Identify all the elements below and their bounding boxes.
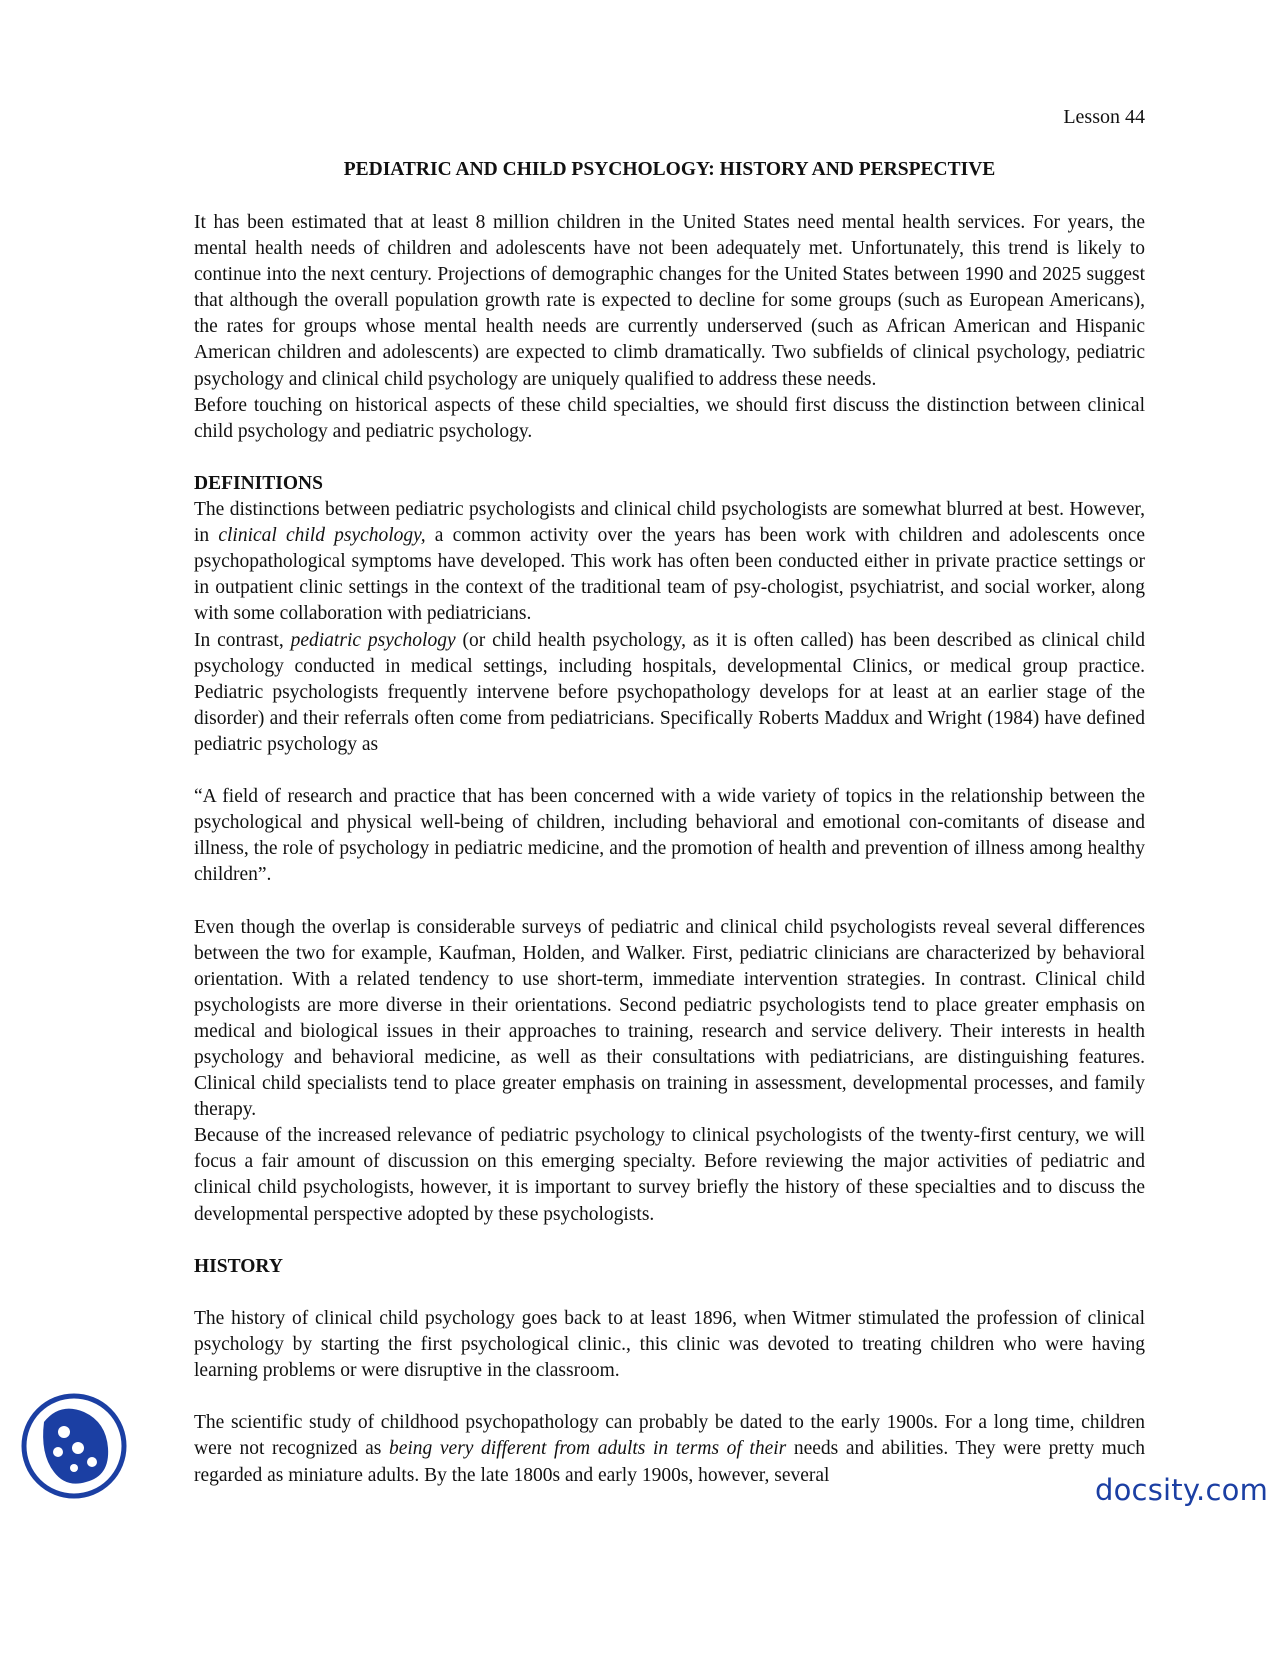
intro-paragraph-2: Before touching on historical aspects of these child specialties, we should first discuss the distinction between clinical child psychology and pediatric psychology.: [194, 394, 1145, 442]
document-body: [194, 210, 1145, 1489]
definitions-paragraph-3: Even though the overlap is considerable surveys of pediatric and clinical child psychologists reveal several differences between the two for example, Kaufman, Holden, and Walker. First, pediatric clinicians are characterized by behavioral orientation. With a related tendency to use short-term, immediate intervention strategies. In contrast. Clinical child psychologists are more diverse in their orientations. Second pediatric psychologists tend to place greater emphasis on medical and biological issues in their approaches to training, research and service delivery. Their interests in health psychology and behavioral medicine, as well as their consultations with pediatricians, are distinguishing features. Clinical child specialists tend to place greater emphasis on training in assessment, developmental processes, and family therapy.: [194, 916, 1145, 1121]
docsity-watermark[interactable]: docsity.com: [1095, 1473, 1269, 1507]
lesson-number: Lesson 44: [1063, 106, 1145, 128]
history-paragraph-1: The history of clinical child psychology goes back to at least 1896, when Witmer stimulated the profession of clinical psychology by starting the first psychological clinic., this clinic was devoted to treating children who were having learning problems or were disruptive in the classroom.: [194, 1307, 1145, 1382]
history-heading: HISTORY: [194, 1255, 283, 1277]
definitions-paragraph-2: In contrast, pediatric psychology (or child health psychology, as it is often called) has been described as clinical child psychology conducted in medical settings, including hospitals, developmental Clinics, or medical group practice. Pediatric psychologists frequently intervene before psychopathology develops for at least at an earlier stage of the disorder) and their referrals often come from pediatricians. Specifically Roberts Maddux and Wright (1984) have defined pediatric psychology as: [194, 629, 1146, 755]
term-pediatric-psychology: pediatric psychology: [290, 629, 456, 651]
emphasis-phrase: being very different from adults in terms of their: [388, 1438, 787, 1460]
definitions-paragraph-1: The distinctions between pediatric psychologists and clinical child psychologists are somewhat blurred at best. However, in clinical child psychology, a common activity over the years has been work with children and adolescents once psychopathological symptoms have developed. This work has often been conducted either in private practice settings or in outpatient clinic settings in the context of the traditional team of psy-chologist, psychiatrist, and social worker, along with some collaboration with pediatricians.: [194, 499, 1145, 625]
page-title: PEDIATRIC AND CHILD PSYCHOLOGY: HISTORY AND PERSPECTIVE: [343, 159, 996, 180]
intro-paragraph-1: It has been estimated that at least 8 million children in the United States need mental health services. For years, the mental health needs of children and adolescents have not been adequately met. Unfortunately, this trend is likely to continue into the next century. Projections of demographic changes for the United States between 1990 and 2025 suggest that although the overall population growth rate is expected to decline for some groups (such as European Americans), the rates for groups whose mental health needs are currently underserved (such as African American and Hispanic American children and adolescents) are expected to climb dramatically. Two subfields of clinical psychology, pediatric psychology and clinical child psychology are uniquely qualified to address these needs.: [194, 212, 1145, 390]
definitions-paragraph-4: Because of the increased relevance of pediatric psychology to clinical psychologists of the twenty-first century, we will focus a fair amount of discussion on this emerging specialty. Before reviewing the major activities of pediatric and clinical child psychologists, however, it is important to survey briefly the history of these specialties and to discuss the developmental perspective adopted by these psychologists.: [194, 1125, 1145, 1225]
history-paragraph-2: The scientific study of childhood psychopathology can probably be dated to the early 1900s. For a long time, children were not recognized as being very different from adults in terms of their needs and abilities. They were pretty much regarded as miniature adults. By the late 1800s and early 1900s, however, several: [194, 1412, 1145, 1486]
definitions-heading: DEFINITIONS: [194, 472, 323, 494]
definition-quote: “A field of research and practice that has been concerned with a wide variety of topics in the relationship between the psychological and physical well-being of children, including behavioral and emotional con-comitants of disease and illness, the role of psychology in pediatric medicine, and the promotion of health and prevention of illness among healthy children”.: [194, 786, 1145, 886]
term-clinical-child-psychology: clinical child psychology,: [218, 525, 426, 547]
docsity-logo-icon: [20, 1392, 128, 1500]
